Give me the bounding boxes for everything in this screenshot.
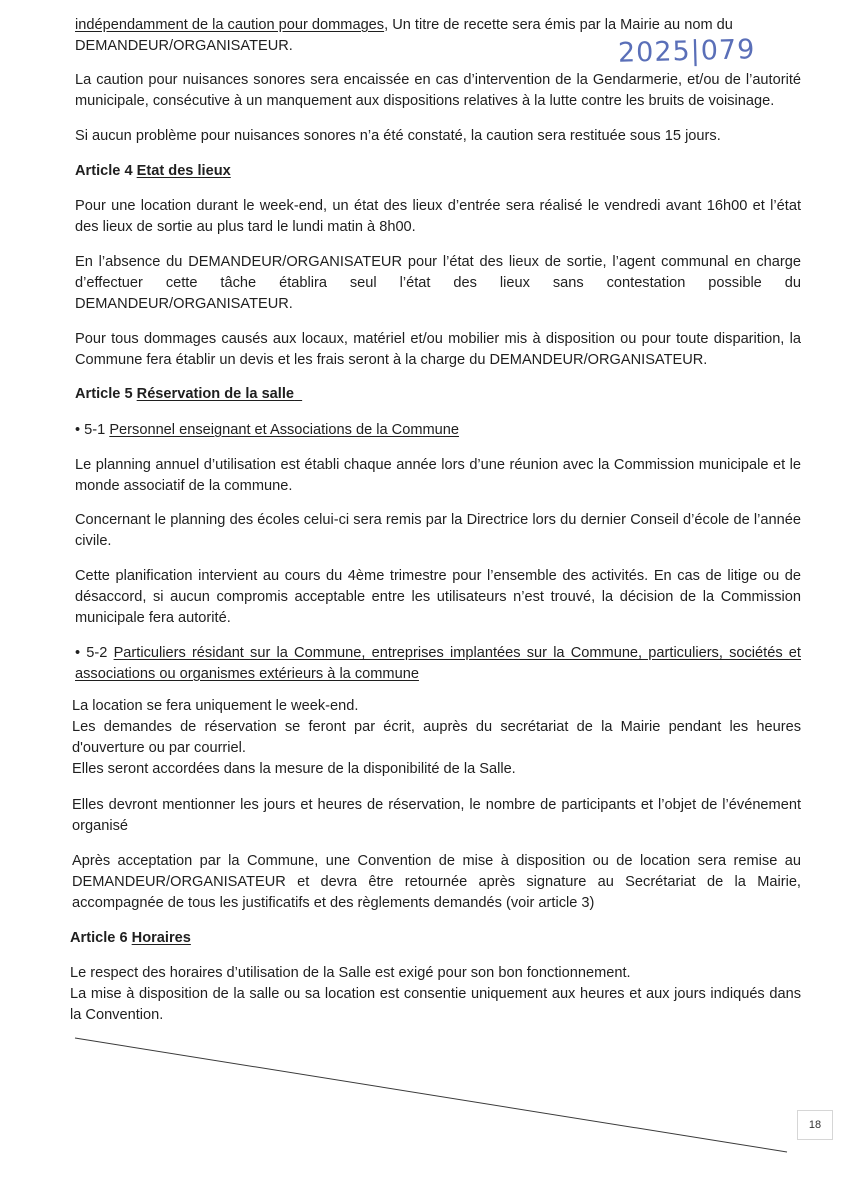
intro-underlined-phrase: indépendamment de la caution pour dommages — [75, 17, 385, 33]
section-5-1-paragraph-1: Le planning annuel d’utilisation est établi chaque année lors d’une réunion avec la Commission municipale et le monde associatif de la commune. — [75, 457, 801, 494]
article4-label: Article 4 — [75, 163, 133, 179]
section-5-2-title: Particuliers résidant sur la Commune, entreprises implantées sur la Commune, particuliers, sociétés et associations ou organismes extérieurs à la commune — [75, 645, 801, 682]
section-5-2-line-1: La location se fera uniquement le week-end. — [72, 698, 359, 714]
section-5-2-paragraph-2: Elles devront mentionner les jours et heures de réservation, le nombre de participants et l’objet de l’événement organisé — [72, 797, 801, 834]
section-5-2-paragraph-3: Après acceptation par la Commune, une Convention de mise à disposition ou de location sera remise au DEMANDEUR/ORGANISATEUR et devra être retournée après signature au Secrétariat de la Mairie, accompagnée de tous les justificatifs et des règlements demandés (voir article 3) — [72, 853, 801, 911]
article4-title: Etat des lieux — [136, 163, 231, 179]
section-5-1-paragraph-3: Cette planification intervient au cours du 4ème trimestre pour l’ensemble des activités. En cas de litige ou de désaccord, si aucun compromis acceptable entre les utilisateurs n’est trouvé, la décision de la Commission municipale fera autorité. — [75, 568, 801, 626]
section-5-2-line-2: Les demandes de réservation se feront par écrit, auprès du secrétariat de la Mairie pendant les heures d'ouverture ou par courriel. — [72, 719, 801, 756]
intro-line1-rest: , Un titre de recette sera émis par la Mairie au nom du — [384, 17, 733, 33]
article5-label: Article 5 — [75, 386, 133, 402]
section-5-1-paragraph-2: Concernant le planning des écoles celui-ci sera remis par la Directrice lors du dernier Conseil d’école de l’année civile. — [75, 512, 801, 549]
article4-paragraph-1: Pour une location durant le week-end, un état des lieux d’entrée sera réalisé le vendredi avant 16h00 et l’état des lieux de sortie au plus tard le lundi matin à 8h00. — [75, 198, 801, 235]
caution-sonore-paragraph: La caution pour nuisances sonores sera encaissée en cas d’intervention de la Gendarmerie, et/ou de l’autorité municipale, consécutive à un manquement aux dispositions relatives à la lutte contre les bruits de voisinage. — [75, 72, 801, 109]
page-number: 18 — [797, 1110, 833, 1140]
section-5-2-line-3: Elles seront accordées dans la mesure de la disponibilité de la Salle. — [72, 761, 516, 777]
article6-line-2: La mise à disposition de la salle ou sa location est consentie uniquement aux heures et aux jours indiqués dans la Convention. — [70, 986, 801, 1023]
article5-title: Réservation de la salle — [136, 386, 295, 402]
caution-restitution-paragraph: Si aucun problème pour nuisances sonores n’a été constaté, la caution sera restituée sous 15 jours. — [75, 128, 721, 144]
article4-paragraph-3: Pour tous dommages causés aux locaux, matériel et/ou mobilier mis à disposition ou pour toute disparition, la Commune fera établir un devis et les frais seront à la charge du DEMANDEUR/ORGANISATEUR. — [75, 331, 801, 368]
handwritten-number: 2025|079 — [617, 34, 756, 69]
article4-paragraph-2: En l’absence du DEMANDEUR/ORGANISATEUR pour l’état des lieux de sortie, l’agent communal en charge d’effectuer cette tâche établira seul l’état des lieux sans contestation possible du DEMANDEUR/ORGANISATEUR. — [75, 254, 801, 312]
article6-label: Article 6 — [70, 930, 128, 946]
article6-line-1: Le respect des horaires d’utilisation de la Salle est exigé pour son bon fonctionnement. — [70, 965, 631, 981]
intro-line2: DEMANDEUR/ORGANISATEUR. — [75, 38, 293, 54]
section-5-1-title: Personnel enseignant et Associations de la Commune — [109, 422, 459, 438]
section-5-1-prefix: • 5-1 — [75, 422, 106, 438]
section-5-2-prefix: • 5-2 — [75, 645, 108, 661]
cancel-line — [75, 1038, 787, 1152]
article6-title: Horaires — [131, 930, 191, 946]
